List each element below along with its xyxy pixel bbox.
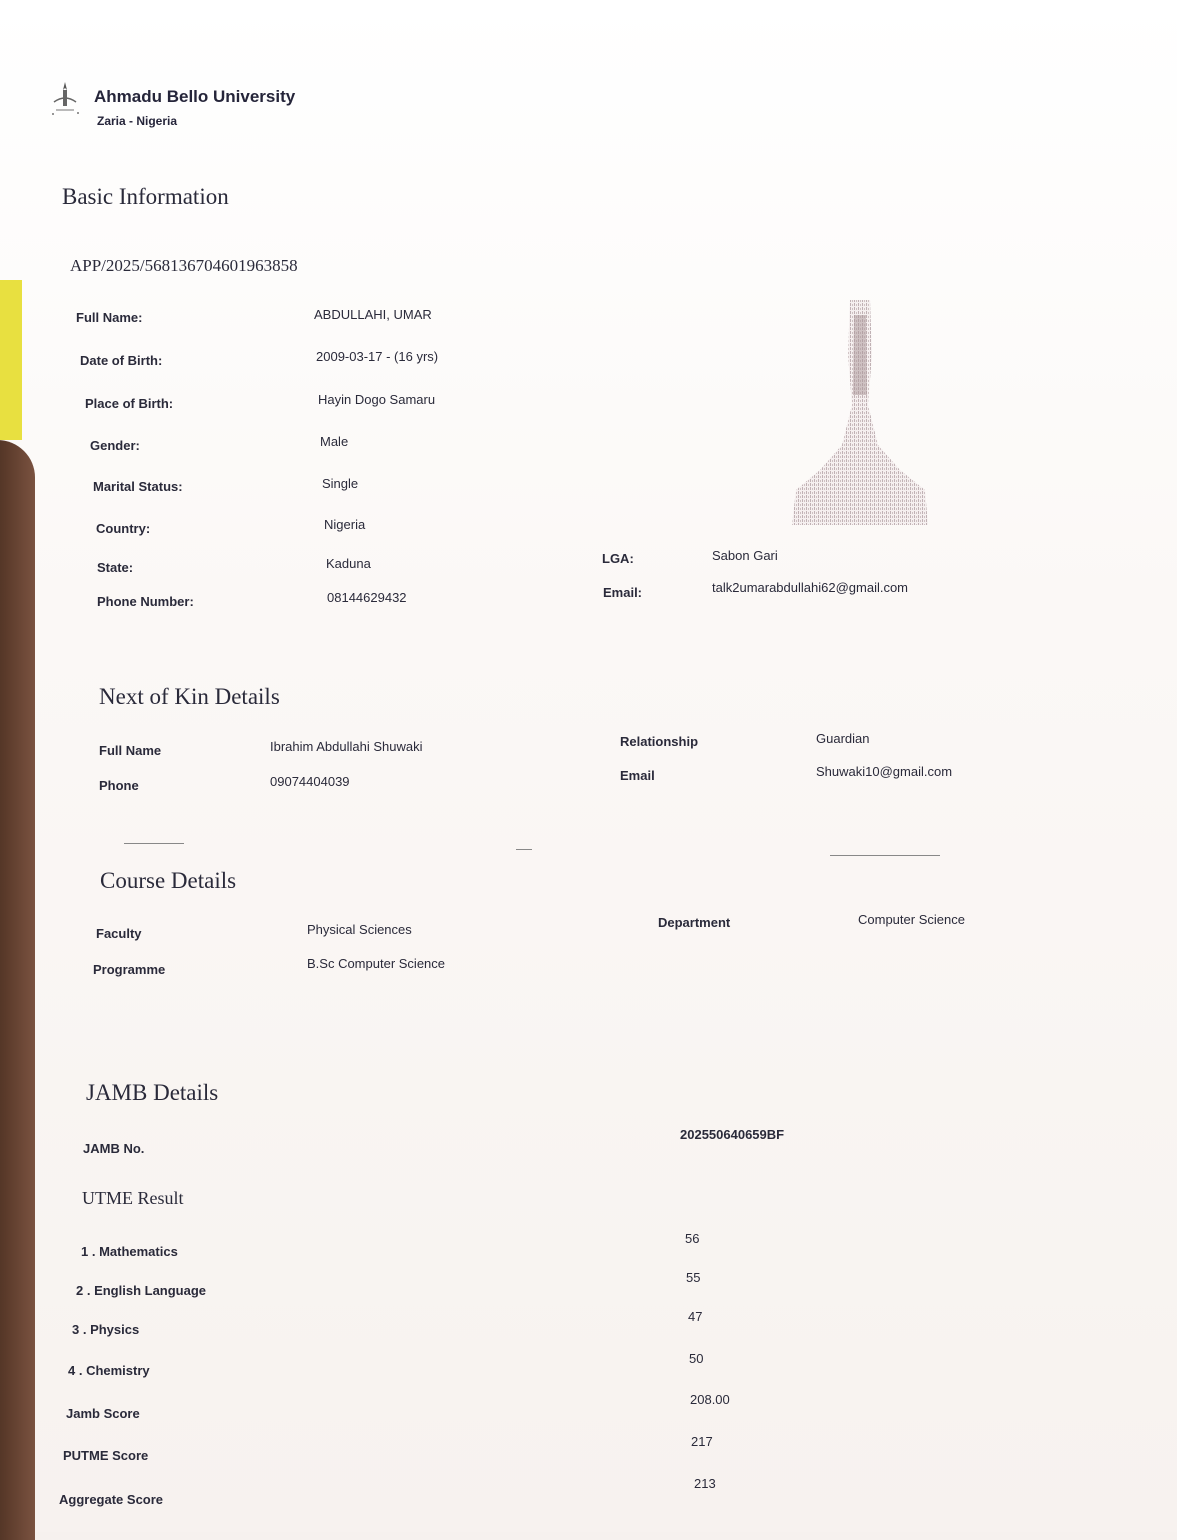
gender-label: Gender: (90, 438, 140, 453)
lga-label: LGA: (602, 551, 634, 566)
dob-label: Date of Birth: (80, 353, 163, 368)
subject-label: 3 . Physics (72, 1322, 140, 1337)
marital-value: Single (322, 476, 359, 491)
full-name-value: ABDULLAHI, UMAR (314, 307, 432, 322)
utme-result-label: UTME Result (82, 1188, 184, 1208)
pob-value: Hayin Dogo Samaru (318, 392, 436, 407)
university-logo (48, 80, 82, 120)
university-name: Ahmadu Bello University (94, 87, 296, 106)
subject-label: 2 . English Language (76, 1283, 207, 1298)
email-value: talk2umarabdullahi62@gmail.com (712, 580, 909, 595)
gender-value: Male (320, 434, 349, 449)
email-label: Email: (603, 585, 643, 600)
subject-label: 1 . Mathematics (81, 1244, 178, 1259)
application-number: APP/2025/568136704601963858 (70, 256, 298, 275)
finger (0, 440, 35, 1540)
lga-value: Sabon Gari (712, 548, 778, 563)
course-title: Course Details (100, 868, 237, 893)
programme-value: B.Sc Computer Science (307, 956, 446, 971)
subject-score: 47 (688, 1309, 703, 1324)
background-object (0, 280, 22, 440)
department-label: Department (658, 915, 731, 930)
kin-relationship-label: Relationship (620, 734, 699, 749)
divider (124, 843, 184, 844)
kin-relationship-value: Guardian (816, 731, 870, 746)
state-value: Kaduna (326, 556, 371, 571)
pob-label: Place of Birth: (85, 396, 174, 411)
kin-name-value: Ibrahim Abdullahi Shuwaki (270, 739, 423, 754)
putme-score-value: 217 (691, 1434, 713, 1449)
kin-title: Next of Kin Details (99, 684, 280, 709)
divider (516, 849, 532, 850)
jamb-title: JAMB Details (86, 1080, 219, 1105)
kin-phone-label: Phone (99, 778, 139, 793)
kin-phone-value: 09074404039 (270, 774, 350, 789)
subject-score: 50 (689, 1351, 704, 1366)
jamb-score-label: Jamb Score (66, 1406, 140, 1421)
phone-label: Phone Number: (97, 594, 194, 609)
marital-label: Marital Status: (93, 479, 183, 494)
subject-label: 4 . Chemistry (68, 1363, 150, 1378)
kin-name-label: Full Name (99, 743, 162, 758)
dob-value: 2009-03-17 - (16 yrs) (316, 349, 439, 364)
phone-value: 08144629432 (327, 590, 407, 605)
basic-info-title: Basic Information (62, 184, 229, 209)
jamb-no-value: 202550640659BF (680, 1127, 785, 1142)
country-value: Nigeria (324, 517, 366, 532)
jamb-no-label: JAMB No. (83, 1141, 145, 1156)
aggregate-score-value: 213 (694, 1476, 716, 1491)
country-label: Country: (96, 521, 151, 536)
full-name-label: Full Name: (76, 310, 143, 325)
state-label: State: (97, 560, 134, 575)
divider (830, 855, 940, 856)
kin-email-label: Email (620, 768, 655, 783)
putme-score-label: PUTME Score (63, 1448, 149, 1463)
university-location: Zaria - Nigeria (97, 114, 178, 128)
subject-score: 55 (686, 1270, 701, 1285)
faculty-label: Faculty (96, 926, 142, 941)
kin-email-value: Shuwaki10@gmail.com (816, 764, 953, 779)
department-value: Computer Science (858, 912, 965, 927)
jamb-score-value: 208.00 (690, 1392, 730, 1407)
programme-label: Programme (93, 962, 166, 977)
faculty-value: Physical Sciences (307, 922, 412, 937)
subject-score: 56 (685, 1231, 700, 1246)
passport-photo (790, 295, 930, 525)
aggregate-score-label: Aggregate Score (59, 1492, 164, 1507)
